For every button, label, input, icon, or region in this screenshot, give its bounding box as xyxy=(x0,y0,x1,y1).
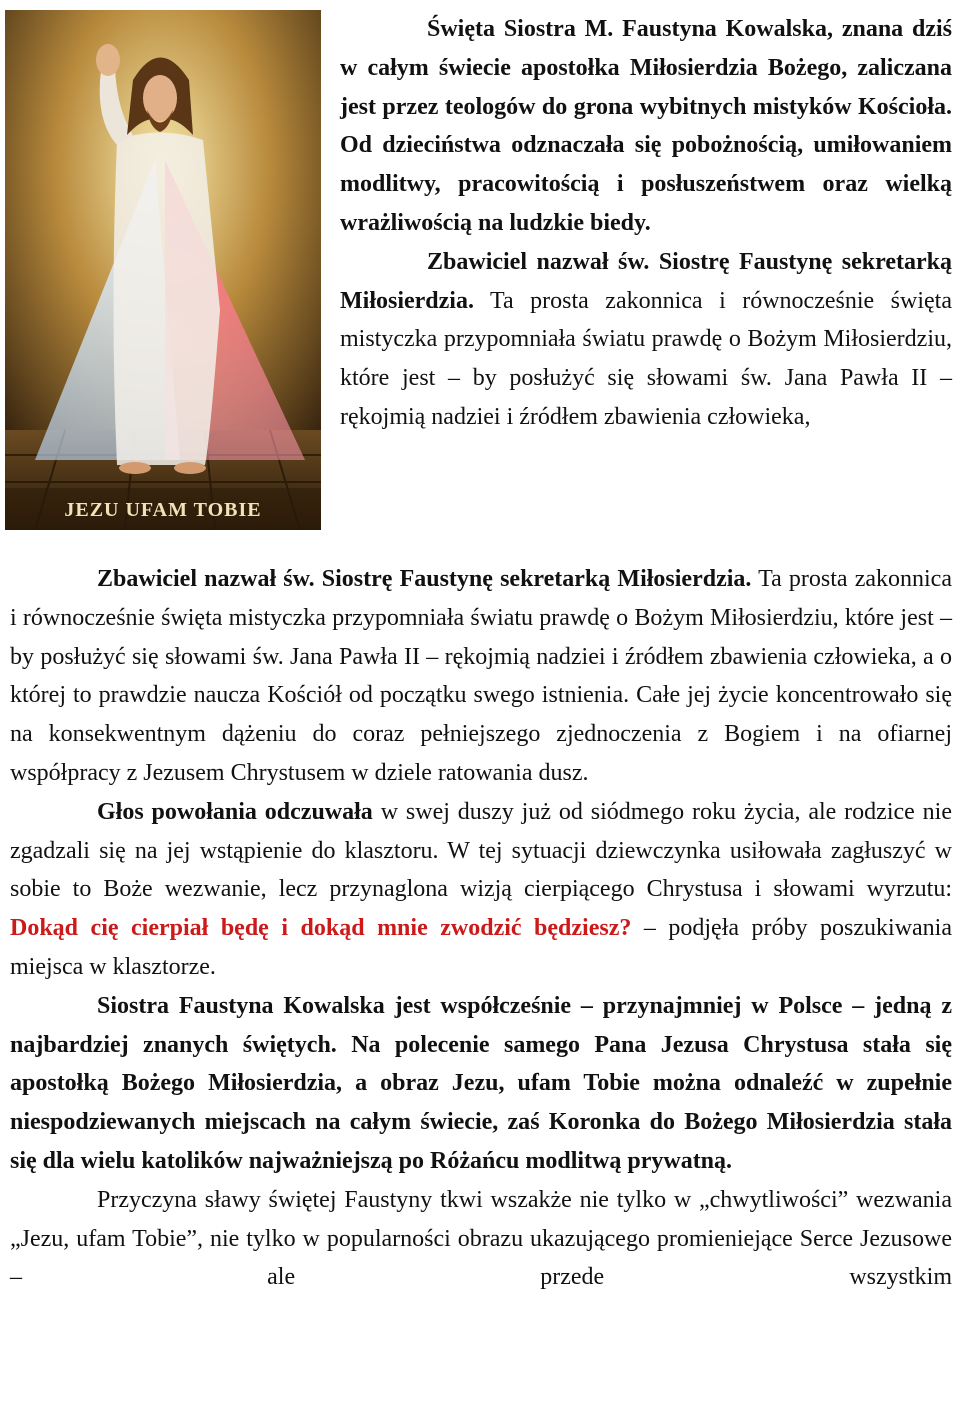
mercy-bold: Zbawiciel nazwał św. Siostrę Faustynę sekretarką Miłosierdzia. xyxy=(97,566,752,592)
bottom-text-column xyxy=(10,560,952,1297)
divine-mercy-painting xyxy=(5,10,321,530)
vocation-bold: Głos powołania odczuwała xyxy=(97,798,373,825)
paragraph-secretary xyxy=(340,243,952,437)
vocation-quote: Dokąd cię cierpiał będę i dokąd mnie zwodzić będziesz? xyxy=(10,915,632,942)
secretary-bold: Zbawiciel nazwał św. Siostrę Faustynę sekretarką Miłosierdzia. xyxy=(340,248,952,314)
paragraph-famous xyxy=(10,987,952,1181)
vocation-text-1: w swej duszy już od siódmego roku życia, ale rodzice nie zgadzali się na jej wstąpienie do klasztoru. W tej sytuacji dziewczynka usiłowała zagłuszyć w sobie to Boże wezwanie, lecz przynaglona wizją cierpiącego Chrystusa i słowami wyrzutu: xyxy=(10,798,953,903)
paragraph-fame-reason xyxy=(10,1181,952,1297)
paragraph-mercy xyxy=(10,560,952,793)
mercy-text: Ta prosta zakonnica i równocześnie święta mistyczka przypomniała światu prawdę o Bożym Miłosierdziu, które jest – by posłużyć się słowami św. Jana Pawła II – rękojmią nadziei i źródłem zbawienia człowieka, a o której to prawdzie naucza Kościół od początku swego istnienia. Całe jej życie koncentrowało się na konsekwentnym dążeniu do coraz pełniejszego zjednoczenia z Bogiem i na ofiarnej współpracy z Jezusem Chrystusem w dziele ratowania dusz. xyxy=(10,566,952,786)
fame-reason-text: Przyczyna sławy świętej Faustyny tkwi wszakże nie tylko w „chwytliwości” wezwania „Jezu, ufam Tobie”, nie tylko w popularności obrazu ukazującego promieniejące Serce Jezusowe – ale przede wszystkim xyxy=(10,1186,952,1291)
vocation-text-2: – podjęła próby poszukiwania miejsca w klasztorze. xyxy=(10,915,952,980)
top-text-column xyxy=(340,10,952,437)
paragraph-vocation xyxy=(10,793,952,987)
famous-bold: Siostra Faustyna Kowalska jest współcześnie – przynajmniej w Polsce – jedną z najbardziej znanych świętych. Na polecenie samego Pana Jezusa Chrystusa stała się apostołką Bożego Miłosierdzia, a obraz Jezu, ufam Tobie można odnaleźć w zupełnie niespodziewanych miejscach na całym świecie, zaś Koronka do Bożego Miłosierdzia stała się dla wielu katolików najważniejszą po Różańcu modlitwą prywatną. xyxy=(10,992,952,1174)
divine-mercy-image xyxy=(5,10,321,530)
paragraph-intro xyxy=(340,10,952,243)
paragraph-intro-text: Święta Siostra M. Faustyna Kowalska, znana dziś w całym świecie apostołka Miłosierdzia Bożego, zaliczana jest przez teologów do grona wybitnych mistyków Kościoła. Od dzieciństwa odznaczała się pobożnością, umiłowaniem modlitwy, pracowitością i posłuszeństwem oraz wielką wrażliwością na ludzkie biedy. xyxy=(340,16,952,236)
image-caption: JEZU UFAM TOBIE xyxy=(64,499,262,521)
secretary-text: Ta prosta zakonnica i równocześnie święta mistyczka przypomniała światu prawdę o Bożym Miłosierdziu, które jest – by posłużyć się słowami św. Jana Pawła II – rękojmią nadziei i źródłem zbawienia człowieka, xyxy=(340,287,952,430)
